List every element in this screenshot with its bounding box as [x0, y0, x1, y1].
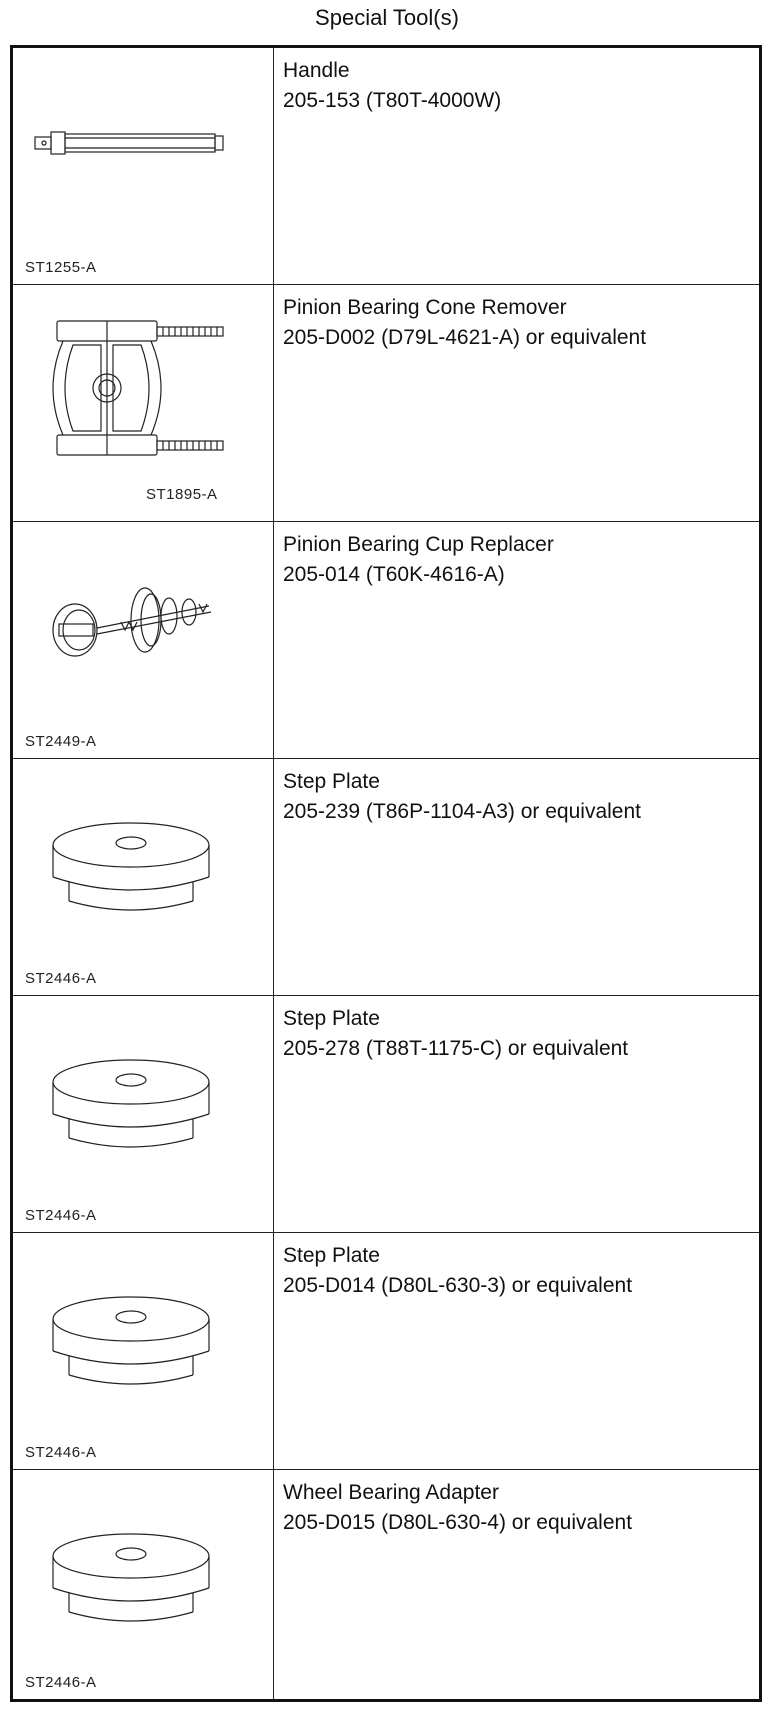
- tool-description: [275, 996, 759, 1232]
- tool-name: Step Plate: [283, 770, 380, 793]
- tool-image-cell: [13, 285, 274, 521]
- tool-row-handle: [13, 48, 759, 285]
- tool-image-cell: [13, 48, 274, 284]
- tool-name: Handle: [283, 59, 350, 82]
- step-plate-icon: [13, 759, 273, 995]
- step-plate-icon: [13, 1233, 273, 1469]
- tool-name: Pinion Bearing Cone Remover: [283, 296, 567, 319]
- special-tools-table: [10, 45, 762, 1702]
- step-plate-icon: [13, 1470, 273, 1698]
- tool-image-cell: [13, 1233, 274, 1469]
- bearing-cone-remover-icon: [13, 285, 273, 521]
- tool-number: 205-278 (T88T-1175-C) or equivalent: [283, 1037, 629, 1060]
- tool-reference: ST1895-A: [146, 486, 218, 503]
- tool-description: [275, 1233, 759, 1469]
- tool-description: [275, 759, 759, 995]
- tool-row-cup-replacer: [13, 522, 759, 759]
- tool-row-step-plate-3: [13, 1233, 759, 1470]
- tool-reference: ST2446-A: [25, 970, 97, 987]
- tool-name: Pinion Bearing Cup Replacer: [283, 533, 554, 556]
- tool-reference: ST2446-A: [25, 1207, 97, 1224]
- tool-row-wheel-bearing-adapter: [13, 1470, 759, 1699]
- tool-name: Step Plate: [283, 1244, 380, 1267]
- tool-number: 205-153 (T80T-4000W): [283, 89, 502, 112]
- tool-image-cell: [13, 759, 274, 995]
- tool-description: [275, 1470, 759, 1699]
- tool-number: 205-D014 (D80L-630-3) or equivalent: [283, 1274, 633, 1297]
- bearing-cup-replacer-icon: [13, 522, 273, 758]
- step-plate-icon: [13, 996, 273, 1232]
- tool-reference: ST2446-A: [25, 1674, 97, 1691]
- tool-reference: ST2446-A: [25, 1444, 97, 1461]
- tool-row-step-plate-1: [13, 759, 759, 996]
- tool-reference: ST1255-A: [25, 259, 97, 276]
- tool-name: Wheel Bearing Adapter: [283, 1481, 499, 1504]
- tool-image-cell: [13, 996, 274, 1232]
- tool-number: 205-014 (T60K-4616-A): [283, 563, 505, 586]
- tool-reference: ST2449-A: [25, 733, 97, 750]
- tool-description: [275, 48, 759, 284]
- tool-row-step-plate-2: [13, 996, 759, 1233]
- tool-description: [275, 285, 759, 521]
- tool-image-cell: [13, 522, 274, 758]
- tool-number: 205-239 (T86P-1104-A3) or equivalent: [283, 800, 641, 823]
- page-title: Special Tool(s): [315, 5, 459, 30]
- tool-number: 205-D015 (D80L-630-4) or equivalent: [283, 1511, 633, 1534]
- tool-name: Step Plate: [283, 1007, 380, 1030]
- tool-description: [275, 522, 759, 758]
- tool-image-cell: [13, 1470, 274, 1699]
- tool-number: 205-D002 (D79L-4621-A) or equivalent: [283, 326, 647, 349]
- handle-icon: [13, 48, 273, 284]
- tool-row-cone-remover: [13, 285, 759, 522]
